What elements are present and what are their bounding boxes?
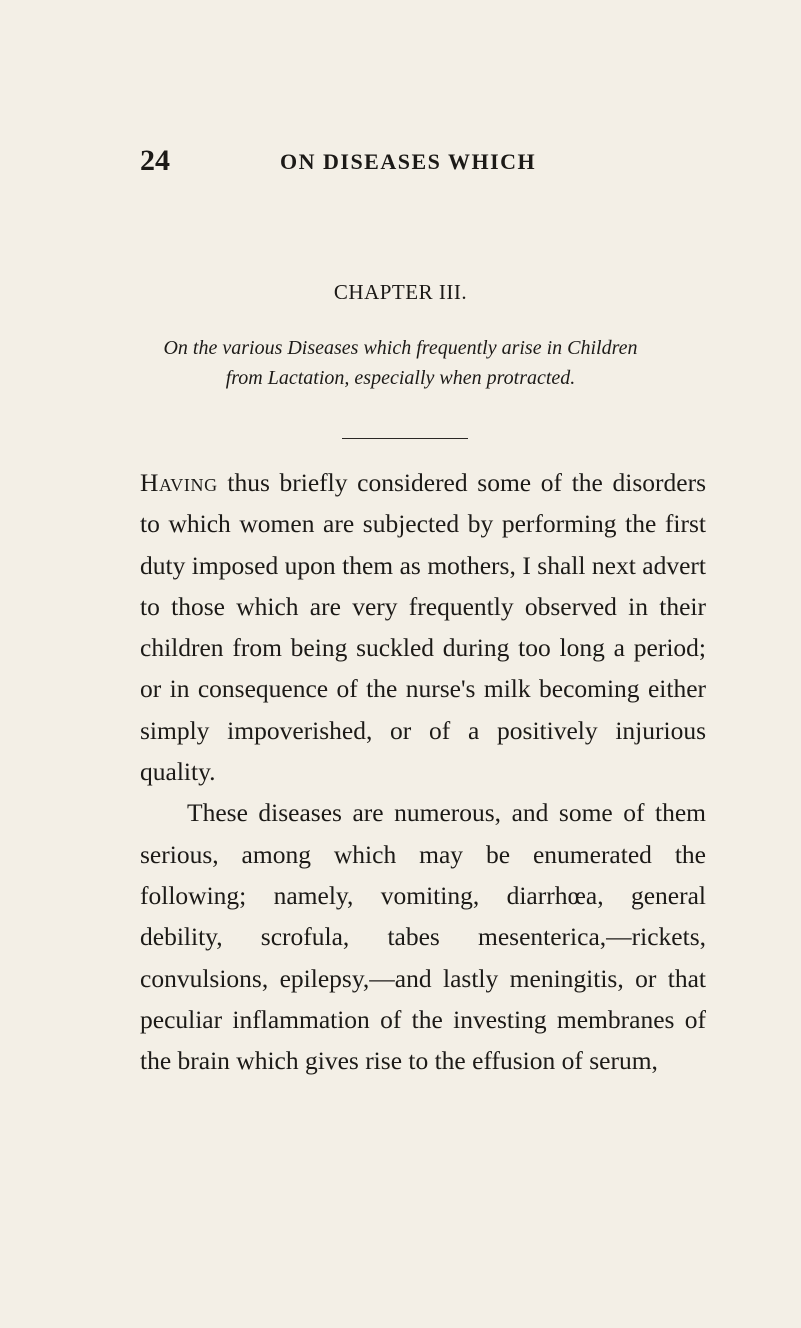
page-number: 24 (140, 144, 170, 177)
paragraph-2: These diseases are numerous, and some of them serious, among which may be enumerated the following; namely, vomiting, diarrhœa, general debility, scrofula, tabes mesenterica,—rickets, convulsions, epilepsy,—and lastly meningitis, or that peculiar inflammation of the investing membranes of the brain which gives rise to the effusion of serum, (140, 798, 706, 1076)
paragraph-1-text: thus briefly considered some of the disorders to which women are subjected by performing the first duty imposed upon them as mothers, I shall next advert to those which are very frequently observed in their children from being suckled during too long a period; or in consequence of the nurse's milk becoming either simply impoverished, or of a positively injurious quality. (140, 468, 706, 787)
section-rule (342, 438, 468, 439)
running-title: ON DISEASES WHICH (280, 149, 537, 174)
subtitle-line-1: On the various Diseases which frequently arise in Children (163, 337, 638, 359)
paragraph-1 (140, 462, 706, 792)
paragraph-1-lead: Having (140, 468, 218, 497)
running-head (140, 143, 700, 183)
chapter-subtitle (0, 333, 801, 393)
subtitle-line-2: from Lactation, especially when protracted. (225, 367, 576, 389)
body-text (140, 462, 706, 1081)
chapter-title: CHAPTER III. (333, 280, 468, 304)
